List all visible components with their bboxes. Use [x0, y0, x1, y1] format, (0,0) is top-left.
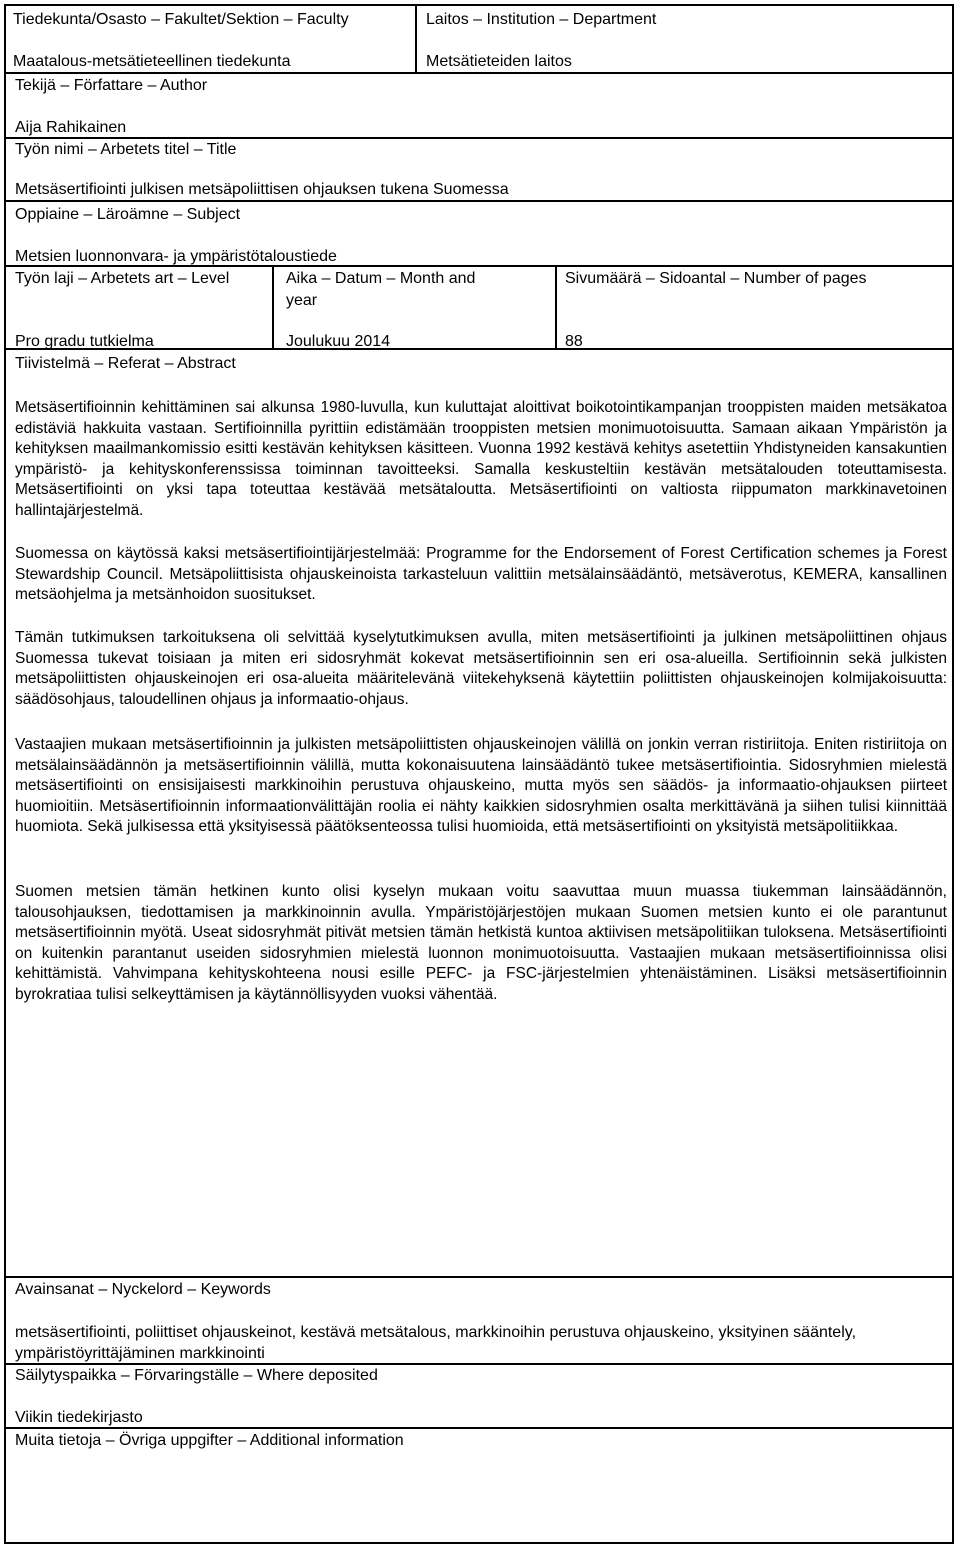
abstract-paragraph: Suomessa on käytössä kaksi metsäsertifiointijärjestelmää: Programme for the Endorsement of Forest Certification schemes ja Forest Stewardship Council. Metsäpoliittisista ohjauskeinoista tarkasteluun valittiin metsälainsäädäntö, metsäverotus, KEMERA, kansallinen metsäohjelma ja metsänhoidon suositukset.	[15, 545, 947, 603]
row-divider	[6, 1363, 952, 1365]
row-divider	[6, 72, 952, 74]
author-value: Aija Rahikainen	[15, 119, 127, 136]
faculty-value: Maatalous-metsätieteellinen tiedekunta	[13, 53, 291, 70]
additional-info-label: Muita tietoja – Övriga uppgifter – Additional information	[15, 1432, 404, 1449]
deposited-label: Säilytyspaikka – Förvaringställe – Where deposited	[15, 1367, 378, 1384]
row-divider	[6, 265, 952, 267]
title-value: Metsäsertifiointi julkisen metsäpoliittisen ohjauksen tukena Suomessa	[15, 181, 509, 198]
pages-label: Sivumäärä – Sidoantal – Number of pages	[565, 270, 867, 287]
level-value: Pro gradu tutkielma	[15, 333, 154, 350]
details-divider	[555, 265, 557, 348]
deposited-value: Viikin tiedekirjasto	[15, 1409, 143, 1426]
abstract-label: Tiivistelmä – Referat – Abstract	[15, 355, 236, 372]
keywords-value: metsäsertifiointi, poliittiset ohjauskeinot, kestävä metsätalous, markkinoihin perustuva ohjauskeino, yksityinen sääntely, ympäristöyrittäjäminen markkinointi	[15, 1324, 857, 1362]
date-value: Joulukuu 2014	[286, 333, 391, 350]
subject-label: Oppiaine – Läroämne – Subject	[15, 206, 241, 223]
date-label-continued: year	[286, 292, 318, 309]
details-divider	[272, 265, 274, 348]
row-divider	[6, 200, 952, 202]
date-label: Aika – Datum – Month and	[286, 270, 476, 287]
keywords-label: Avainsanat – Nyckelord – Keywords	[15, 1281, 271, 1298]
abstract-paragraph: Tämän tutkimuksen tarkoituksena oli selvittää kyselytutkimuksen avulla, miten metsäsertifiointi ja julkinen metsäpoliittinen ohjaus Suomessa tukevat toisiaan ja miten eri sidosryhmät kokevat metsäsertifioinnin sen eri osa-alueilla. Sertifioinnin sekä julkisten metsäpoliittisten ohjauskeinojen eri osa-alueita määritelevänä viitekehyksenä käytettiin poliittisten ohjauskeinojen kolmijakoisuutta: säädösohjaus, taloudellinen ohjaus ja informaatio-ohjaus.	[15, 629, 947, 708]
faculty-label: Tiedekunta/Osasto – Fakultet/Sektion – Faculty	[13, 11, 349, 28]
author-label: Tekijä – Författare – Author	[15, 77, 208, 94]
pages-value: 88	[565, 333, 583, 350]
abstract-paragraph: Vastaajien mukaan metsäsertifioinnin ja julkisten metsäpoliittisten ohjauskeinojen välillä on jonkin verran ristiriitoja. Eniten ristiriitoja on metsälainsäädännön ja metsäsertifioinnin välillä, mutta kokonaisuutena lainsäädäntö tukee metsäsertifiointia. Sidosryhmien mielestä metsäsertifiointi on ensisijaisesti markkinoihin perustuva ohjauskeino, mutta myös sen säädös- ja informaatio-ohjauksen piirteet huomioitiin. Metsäsertifioinnin informaationvälittäjän roolia ei nähty kaikkien sidosryhmien osalta merkittävänä ja siihen tulisi kiinnittää huomiota. Sekä julkisessa että yksityisessä päätöksenteossa tulisi huomioida, että metsäsertifiointi on yksityistä metsäpolitiikkaa.	[15, 736, 947, 835]
abstract-paragraph: Suomen metsien tämän hetkinen kunto olisi kyselyn mukaan voitu saavuttaa muun muassa tiukemman lainsäädännön, talousohjauksen, tiedottamisen ja markkinoinnin avulla. Ympäristöjärjestöjen mukaan Suomen metsien kunto ei ole parantunut metsäsertifioinnin myötä. Useat sidosryhmät pitivät metsien tämän hetkistä kuntoa aktiivisen metsäpolitiikan tuloksena. Metsäsertifiointi on kuitenkin parantanut useiden sidosryhmien mielestä luonnon monimuotoisuutta. Vastaajien mukaan metsäsertifioinnissa olisi kehittämistä. Vahvimpana kehityskohteena nousi esille PEFC- ja FSC-järjestelmien yhtenäistäminen. Lisäksi metsäsertifioinnin byrokratiaa tulisi selkeyttämisen ja käytännöllisyyden vuoksi vähentää.	[15, 883, 947, 1003]
title-label: Työn nimi – Arbetets titel – Title	[15, 141, 237, 158]
level-label: Työn laji – Arbetets art – Level	[15, 270, 230, 287]
subject-value: Metsien luonnonvara- ja ympäristötaloustiede	[15, 248, 337, 265]
department-value: Metsätieteiden laitos	[426, 53, 572, 70]
row-divider	[6, 1427, 952, 1429]
abstract-paragraph: Metsäsertifioinnin kehittäminen sai alkunsa 1980-luvulla, kun kuluttajat aloittivat boikotointikampanjan trooppisten maiden metsäkatoa edistäviä hakkuita vastaan. Sertifioinnilla pyrittiin edistämään trooppisten metsien monimuotoisuutta. Samaan aikaan Ympäristön ja kehityksen maailmankomissio esitti kestävän kehityksen käsitteen. Vuonna 1992 kestävä kehitys asetettiin Yhdistyneiden kansakuntien ympäristö- ja kehityskonferenssissa toiminnan tavoitteeksi. Samalla keskusteltiin kestävän metsätalouden toteuttamisesta. Metsäsertifiointi on yksi tapa toteuttaa kestävää metsätaloutta. Metsäsertifiointi on valtiosta riippumaton markkinavetoinen hallintajärjestelmä.	[15, 399, 947, 519]
row-divider	[6, 137, 952, 139]
row-divider	[6, 348, 952, 350]
abstract-form	[4, 4, 954, 1544]
department-label: Laitos – Institution – Department	[426, 11, 657, 28]
header-divider	[415, 6, 417, 72]
row-divider	[6, 1276, 952, 1278]
